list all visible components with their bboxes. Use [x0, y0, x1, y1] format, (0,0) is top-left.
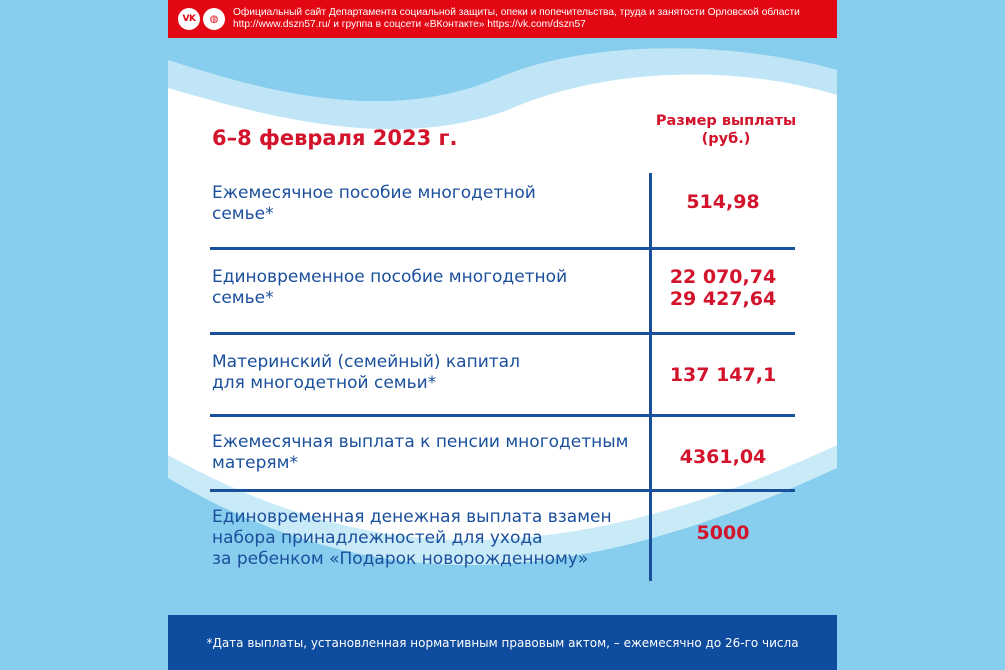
table-row-divider	[210, 332, 795, 335]
column-header-line-2: (руб.)	[701, 131, 751, 147]
table-vertical-divider	[649, 173, 652, 581]
table-row-value: 4361,04	[679, 446, 767, 468]
vk-logo-icon[interactable]: VK	[178, 8, 200, 30]
footnote-bar	[168, 615, 837, 670]
site-header	[168, 0, 837, 38]
table-row-divider	[210, 489, 795, 492]
header-text	[233, 7, 800, 31]
table-row-label: Ежемесячная выплата к пенсии многодетным матерям*	[212, 432, 629, 473]
table-row-value: 137 147,1	[669, 364, 777, 386]
header-line-2[interactable]: http://www.dszn57.ru/ и группа в соцсети «ВКонтакте» https://vk.com/dszn57	[233, 19, 586, 30]
footnote-text: *Дата выплаты, установленная нормативным правовым актом, – ежемесячно до 26-го числа	[206, 635, 799, 650]
table-row-value: 514,98	[686, 191, 760, 213]
header-line-1: Официальный сайт Департамента социальной защиты, опеки и попечительства, труда и занятости Орловской области	[233, 7, 800, 18]
infographic-card	[168, 0, 837, 670]
header-logos	[178, 8, 225, 30]
table-row-label: Материнский (семейный) капитал для многодетной семьи*	[212, 352, 520, 393]
table-row-divider	[210, 247, 795, 250]
globe-icon[interactable]: ◍	[203, 8, 225, 30]
table-row-label: Единовременная денежная выплата взамен набора принадлежностей для ухода за ребенком «Подарок новорожденному»	[212, 507, 612, 569]
table-row-label: Ежемесячное пособие многодетной семье*	[212, 183, 536, 224]
table-row-value: 22 070,74 29 427,64	[669, 266, 777, 310]
column-header-line-1: Размер выплаты	[655, 113, 797, 129]
table-row-label: Единовременное пособие многодетной семье*	[212, 267, 568, 308]
page-title: 6–8 февраля 2023 г.	[212, 126, 458, 150]
table-row-divider	[210, 414, 795, 417]
column-header	[646, 112, 806, 148]
table-row-value: 5000	[696, 522, 750, 544]
